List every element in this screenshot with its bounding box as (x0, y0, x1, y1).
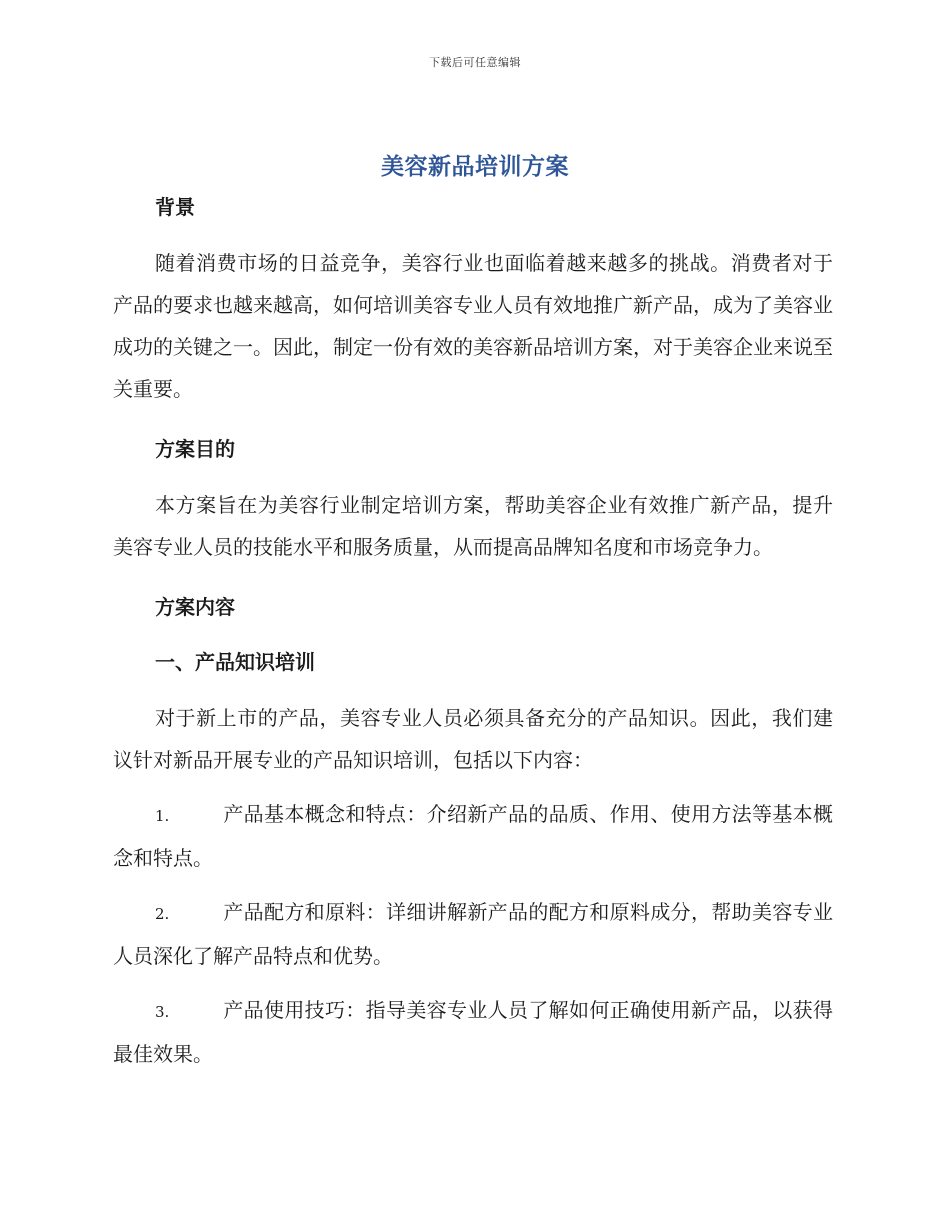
list-item (113, 891, 833, 977)
list-item (113, 989, 833, 1075)
list-item-number: 1. (155, 807, 170, 825)
list-item-number: 3. (155, 1003, 170, 1021)
heading-content: 方案内容 (155, 595, 235, 619)
document-body (113, 190, 833, 1075)
paragraph-purpose: 本方案旨在为美容行业制定培训方案，帮助美容企业有效推广新产品，提升美容专业人员的技能水平和服务质量，从而提高品牌知名度和市场竞争力。 (113, 493, 833, 559)
paragraph-product-intro: 对于新上市的产品，美容专业人员必须具备充分的产品知识。因此，我们建议针对新品开展专业的产品知识培训，包括以下内容： (113, 706, 833, 772)
heading-background: 背景 (155, 195, 195, 219)
header-note: 下载后可任意编辑 (429, 56, 521, 69)
heading-product-training: 一、产品知识培训 (155, 650, 315, 674)
list-item-text: 产品基本概念和特点：介绍新产品的品质、作用、使用方法等基本概念和特点。 (113, 802, 833, 870)
list-item-text: 产品使用技巧：指导美容专业人员了解如何正确使用新产品，以获得最佳效果。 (113, 998, 833, 1066)
list-item-text: 产品配方和原料：详细讲解新产品的配方和原料成分，帮助美容专业人员深化了解产品特点和优势。 (113, 900, 833, 968)
document-title: 美容新品培训方案 (381, 154, 569, 180)
paragraph-background: 随着消费市场的日益竞争，美容行业也面临着越来越多的挑战。消费者对于产品的要求也越来越高，如何培训美容专业人员有效地推广新产品，成为了美容业成功的关键之一。因此，制定一份有效的美容新品培训方案，对于美容企业来说至关重要。 (113, 251, 833, 401)
list-item (113, 793, 833, 879)
list-item-number: 2. (155, 905, 170, 923)
heading-purpose: 方案目的 (155, 437, 235, 461)
